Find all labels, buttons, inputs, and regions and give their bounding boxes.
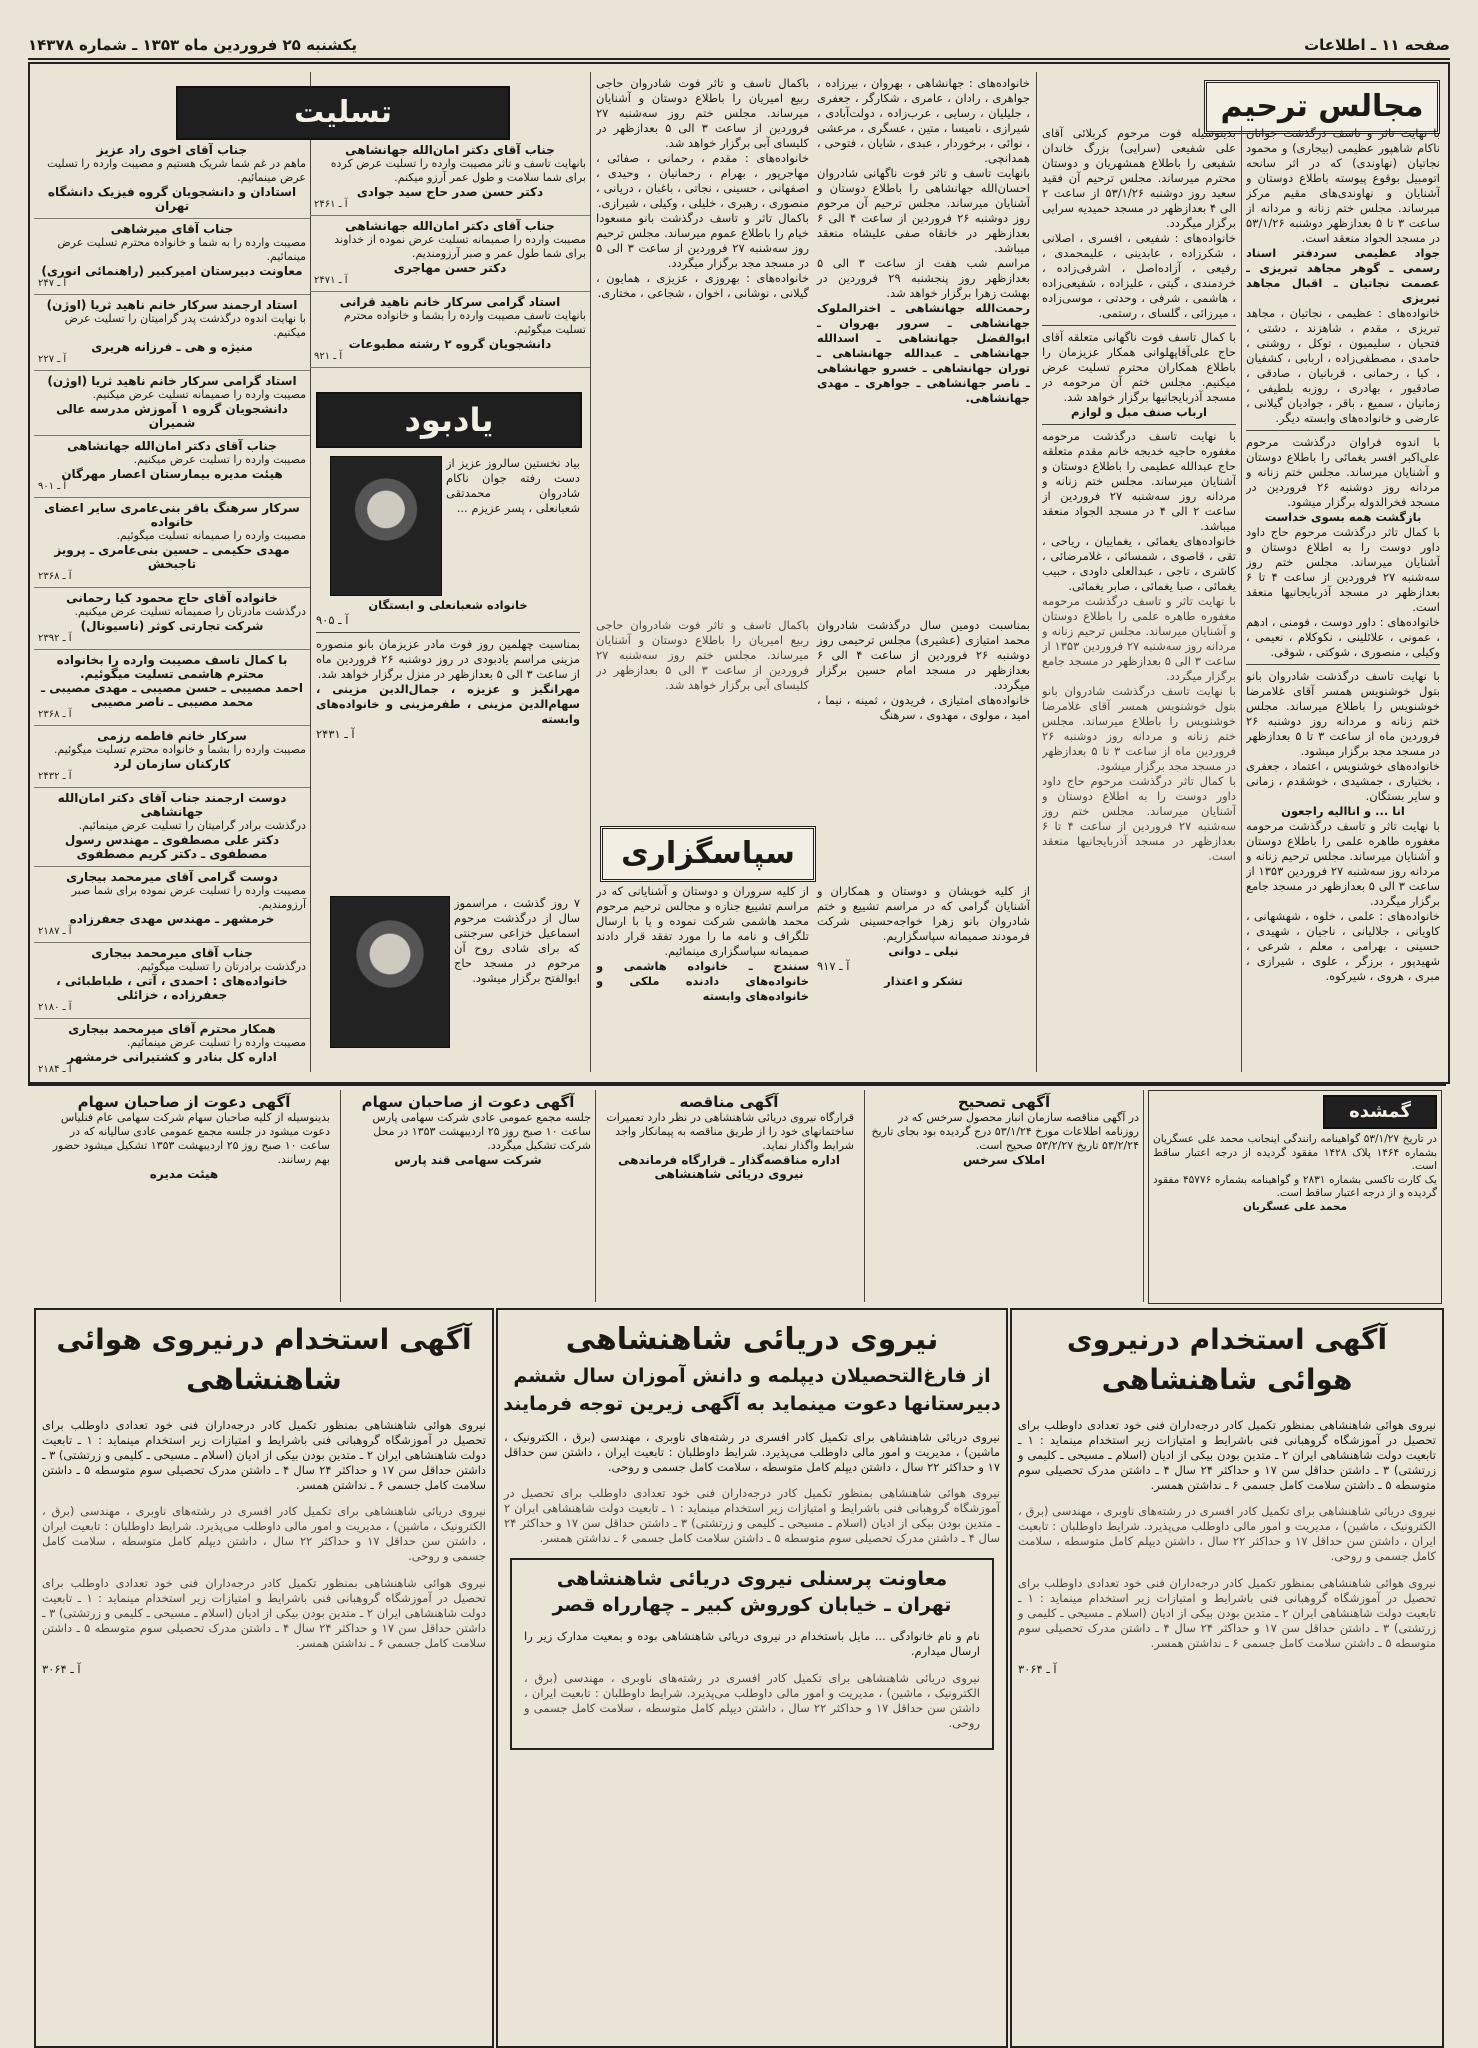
condolence-signer: کارکنان سازمان لرد bbox=[113, 757, 231, 771]
ad-shareholders-1-title: آگهی دعوت از صاحبان سهام bbox=[361, 1093, 575, 1111]
condolence-title: سرکار خانم فاطمه رزمی bbox=[97, 729, 247, 743]
yadbood-notice-1 bbox=[446, 456, 580, 594]
divider bbox=[1246, 664, 1440, 665]
majales-notice-3-signer: ارباب صنف مبل و لوازم bbox=[1070, 405, 1208, 419]
condolence-title: جناب آقای دکتر امان‌الله جهانشاهی bbox=[345, 219, 555, 233]
air-force-ad-left-body: نیروی هوائی شاهنشاهی بمنظور تکمیل کادر درجه‌داران فنی خود تعدادی داوطلب برای تحصیل در آموزشگاه گروهبانی فنی باشرایط و امتیازات زیر استخدام مینماید : ۱ ـ تابعیت دولت شاهنشاهی ایران ۲ ـ متدین بودن بیکی از ادیان (اسلام ـ مسیحی ـ کلیمی و زرتشتی) ۳ ـ داشتن حداقل سن ۱۷ و حداکثر ۲۴ سال ۴ ـ داشتن مدرک تحصیلی سوم متوسطه ۵ ـ داشتن سلامت کامل جسمی ۶ ـ نداشتن همسر. bbox=[42, 1417, 487, 1492]
condolence-signer: مهدی حکیمی ـ حسین بنی‌عامری ـ پرویز تاجبخش bbox=[54, 543, 290, 571]
condolence-title: جناب آقای میرمحمد بیجاری bbox=[91, 946, 253, 960]
sepasgozari-body bbox=[596, 884, 1030, 1072]
column-rule bbox=[1241, 126, 1242, 1072]
majales-notice-6-families: خانواده‌های : داور دوست ، فومنی ، ادهم ، عمونی ، علائلینی ، نکوکلام ، نعیمی ، وکیلی ، منصوری ، شوکتی ، شوقی. bbox=[1246, 615, 1440, 659]
air-force-ad-right-code: آ ـ ۳۰۶۴ bbox=[1018, 1662, 1057, 1676]
air-force-ad-right-title: آگهی استخدام درنیروی هوائی شاهنشاهی bbox=[1066, 1323, 1388, 1396]
navy-ad-sub1: از فارغ‌التحصیلان دیپلمه و دانش آموزان سال ششم bbox=[513, 1365, 991, 1387]
condolence-code: آ ـ ۲۴۷۱ bbox=[314, 275, 348, 286]
condolence-notice bbox=[310, 140, 590, 216]
majales-col-b bbox=[1042, 126, 1236, 1072]
condolence-title: جناب آقای میرشاهی bbox=[110, 222, 234, 236]
air-force-ad-right-body-cont: نیروی دریائی شاهنشاهی برای تکمیل کادر افسری در رشته‌های ناوبری ، مهندسی (برق ، الکترونیک ، ماشین) ، مدیریت و امور مالی داوطلب می‌پذیرد. شرایط داوطلبان : تابعیت ایران ، داشتن سن حداقل ۱۷ و حداکثر ۲۲ سال ، داشتن دیپلم کامل متوسطه ، سلامت کامل جسمی و روحی. bbox=[1018, 1504, 1436, 1563]
ad-shareholders-2 bbox=[34, 1090, 334, 1302]
condolence-body: مصیبت وارده را صمیمانه تسلیت عرض میکنیم. bbox=[92, 388, 306, 401]
condolence-title: جناب آقای اخوی راد عزیز bbox=[96, 143, 248, 157]
condolence-signer: دکتر علی مصطفوی ـ مهندس رسول مصطفوی ـ دکتر کریم مصطفوی bbox=[64, 833, 280, 861]
yadbood-notice-1-text: بیاد نخستین سالروز عزیز از دست رفته جوان ناکام شادروان محمدتقی شعبانعلی ، پسر عزیزم ... bbox=[446, 456, 580, 515]
center-notice-4: بمناسبت دومین سال درگذشت شادروان محمد امتیازی (عشیری) مجلس ترحیمی روز دوشنبه ۲۶ فروردین از ساعت ۴ الی ۶ بعدازظهر در مسجد امام حسین برگزار میگردد. bbox=[817, 618, 1030, 692]
condolence-signer: معاونت دبیرستان امیرکبیر (راهنمائی انوری) bbox=[41, 264, 303, 278]
yadbood-notice-2: بمناسبت چهلمین روز فوت مادر عزیزمان بانو منصوره مزینی مراسم یادبودی در روز دوشنبه ۲۶ فروردین ماه از ساعت ۳ الی ۵ بعدازظهر در منزل برگزار خواهد شد. bbox=[316, 637, 580, 681]
masthead bbox=[28, 32, 1450, 60]
condolence-title: جناب آقای دکتر امان‌الله جهانشاهی bbox=[67, 439, 277, 453]
condolence-signer: خرمشهر ـ مهندس مهدی جعفرزاده bbox=[69, 912, 275, 926]
condolence-signer: دکتر حسن صدر حاج سید جوادی bbox=[356, 185, 544, 199]
condolence-notice bbox=[34, 436, 310, 498]
condolence-body: مصیبت وارده را صمیمانه تسلیت میگوئیم. bbox=[116, 529, 306, 542]
condolence-code: آ ـ ۹۰۱ bbox=[38, 481, 67, 492]
ad-tender-signer: اداره مناقصه‌گذار ـ قرارگاه فرماندهی نیروی دریائی شاهنشاهی bbox=[618, 1153, 840, 1181]
center-col-b bbox=[596, 76, 809, 406]
yadbood-column-body bbox=[316, 598, 580, 898]
condolence-body: درگذشت برادرتان را تسلیت میگوئیم. bbox=[136, 960, 306, 973]
gomshodeh-header: گمشده bbox=[1323, 1095, 1437, 1129]
condolence-code: آ ـ ۲۴۶۱ bbox=[314, 199, 348, 210]
navy-ad-form-cont: نیروی دریائی شاهنشاهی برای تکمیل کادر افسری در رشته‌های ناوبری ، مهندسی (برق ، الکترونیک ، ماشین) ، مدیریت و امور مالی داوطلب می‌پذیرد. شرایط داوطلبان : تابعیت ایران ، داشتن سن حداقل ۱۷ و حداکثر ۲۲ سال ، داشتن دیپلم کامل متوسطه ، سلامت کامل جسمی و روحی. bbox=[524, 1670, 980, 1730]
center-notice-1b: مراسم شب هفت از ساعت ۳ الی ۵ بعدازظهر روز پنجشنبه ۲۹ فروردین در بهشت زهرا برگزار خواهد شد. bbox=[817, 256, 1030, 300]
majales-notice-2-families: خانواده‌های : شفیعی ، افسری ، اصلانی ، شکرزاده ، عابدینی ، علیمحمدی ، رفیعی ، آزاده‌اصل ، اشرفی‌زاده ، خردمندی ، گیتی ، علیزاده ، شفیعی‌زاده ، هاشمی ، شرفی ، وحدتی ، موسی‌زاده ، میرزائی ، گلسای ، رستمی. bbox=[1042, 231, 1236, 320]
condolence-signer: دانشجویان گروه ۲ رشته مطبوعات bbox=[348, 337, 552, 351]
condolence-signer: هیئت مدیره بیمارستان اعصار مهرگان bbox=[61, 467, 283, 481]
center-notice-cont: باکمال تاسف و تاثر فوت شادروان حاجی ربیع امیریان را باطلاع دوستان و آشنایان میرساند. مجلس ختم روز سه‌شنبه ۲۷ فروردین از ساعت ۳ الی ۵ بعدازظهر در کلیسای آبی برگزار خواهد شد. bbox=[596, 618, 809, 692]
navy-ad-body-cont: نیروی هوائی شاهنشاهی بمنظور تکمیل کادر درجه‌داران فنی خود تعدادی داوطلب برای تحصیل در آموزشگاه گروهبانی فنی باشرایط و امتیازات زیر استخدام مینماید : ۱ ـ تابعیت دولت شاهنشاهی ایران ۲ ـ متدین بودن بیکی از ادیان (اسلام ـ مسیحی ـ کلیمی و زرتشتی) ۳ ـ داشتن حداقل سن ۱۷ و حداکثر ۲۴ سال ۴ ـ داشتن مدرک تحصیلی سوم متوسطه ۵ ـ داشتن سلامت کامل جسمی ۶ ـ نداشتن همسر. bbox=[504, 1486, 1000, 1545]
condolence-code: آ ـ ۲۱۸۷ bbox=[38, 926, 72, 937]
condolence-code: آ ـ ۲۳۹۲ bbox=[38, 633, 72, 644]
center-notice-2: باکمال تاسف و تاثر فوت شادروان حاجی ربیع امیریان را باطلاع دوستان و آشنایان میرساند. مجلس ختم روز سه‌شنبه ۲۷ فروردین از ساعت ۳ الی ۵ بعدازظهر در کلیسای آبی برگزار خواهد شد. bbox=[596, 76, 809, 150]
majales-notice-4-cont: با نهایت تاثر و تاسف درگذشت مرحومه مغفوره طاهره علمی را باطلاع دوستان و آشنایان میرساند. مجلس ترحیم زنانه و مردانه روز سه‌شنبه ۲۷ فروردین ۱۳۵۳ از ساعت ۳ الی ۵ بعدازظهر در مسجد جامع برگزار میگردد. bbox=[1042, 594, 1236, 683]
ad-correction-title: آگهی تصحیح bbox=[957, 1093, 1051, 1111]
majales-notice-4: با نهایت تاسف درگذشت مرحومه مغفوره حاجیه خدیجه خانم مقدم متعلقه حاج عبدالله عطیمی را باطلاع دوستان و آشنایان میرساند. مجلس ختم زنانه و مردانه روز سه‌شنبه ۲۷ فروردین از ساعت ۲ الی ۴ در مسجد الجواد منعقد میباشد. bbox=[1042, 429, 1236, 533]
condolence-body: بانهایت تاسف و تاثر مصیبت وارده را تسلیت عرض کرده برای شما سلامت و طول عمر آرزو میکنم. bbox=[330, 157, 586, 184]
condolence-notice bbox=[34, 588, 310, 650]
majales-notice-6-cont: با کمال تاثر درگذشت مرحوم حاج داود داور دوست را به اطلاع دوستان و آشنایان میرساند. مجلس ختم روز سه‌شنبه ۲۷ فروردین از ساعت ۴ تا ۶ بعدازظهر در مسجد آذربایجانیها منعقد است. bbox=[1042, 774, 1236, 863]
condolence-signer: استادان و دانشجویان گروه فیزیک دانشگاه تهران bbox=[47, 185, 297, 213]
air-force-ad-left-title: آگهی استخدام درنیروی هوائی شاهنشاهی bbox=[56, 1323, 472, 1396]
condolence-notice bbox=[34, 295, 310, 371]
ad-shareholders-2-signer: هیئت مدیره bbox=[149, 1167, 219, 1181]
condolence-body: ماهم در غم شما شریک هستیم و مصیبت وارده را تسلیت عرض مینمائیم. bbox=[47, 157, 306, 184]
condolence-code: آ ـ ۲۳۶۸ bbox=[38, 571, 72, 582]
sepas-notice-2-signer: سنندج ـ خانواده هاشمی و خانواده‌های دادنده ملکی و خانواده‌های وابسته bbox=[596, 959, 809, 1003]
majales-notice-3: با کمال تاسف فوت ناگهانی متعلقه آقای حاج علی‌آقاپهلوانی همکار عزیزمان را باطلاع همکاران محترم تسلیت عرض میکنیم. مجلس ختم آن مرحومه در مسجد آذربایجانیها برگزار خواهد شد. bbox=[1042, 330, 1236, 404]
air-force-ad-right-body: نیروی هوائی شاهنشاهی بمنظور تکمیل کادر درجه‌داران فنی خود تعدادی داوطلب برای تحصیل در آموزشگاه گروهبانی فنی باشرایط و امتیازات زیر استخدام مینماید : ۱ ـ تابعیت دولت شاهنشاهی ایران ۲ ـ متدین بودن بیکی از ادیان (اسلام ـ مسیحی ـ کلیمی و زرتشتی) ۳ ـ داشتن حداقل سن ۱۷ و حداکثر ۲۴ سال ۴ ـ داشتن مدرک تحصیلی سوم متوسطه ۵ ـ داشتن سلامت کامل جسمی ۶ ـ نداشتن همسر. bbox=[1018, 1417, 1437, 1492]
condolence-notice bbox=[34, 371, 310, 436]
majales-notice-4-families: خانواده‌های یغمائی ، یغماییان ، ریاحی ، تقی ، قاصوی ، شمسائی ، غلامرضائی ، کاشری ، تاجی ، عبدالعلی داودی ، حبیب یغمائی ، صبا یغمائی ، صابر یغمائی. bbox=[1042, 534, 1236, 593]
condolence-notice bbox=[34, 498, 310, 588]
condolence-code: آ ـ ۹۲۱ bbox=[314, 351, 343, 362]
condolence-signer: احمد مصیبی ـ حسن مصیبی ـ مهدی مصیبی ـ محمد مصیبی ـ ناصر مصیبی bbox=[41, 681, 303, 709]
condolence-body: بانهایت تاسف مصیبت وارده را بشما و خانواده محترم تسلیت میگوئیم. bbox=[343, 309, 586, 336]
ad-shareholders-2-body: بدینوسیله از کلیه صاحبان سهام شرکت سهامی عام فنلیاس دعوت میشود در جلسه مجمع عمومی عادی سالیانه که در ساعت ۱۰ صبح روز ۲۵ اردیبهشت ۱۳۵۳ تشکیل میشود حضور بهم رسانند. bbox=[52, 1111, 330, 1166]
condolence-body: مصیبت وارده را تسلیت عرض مینمائیم. bbox=[126, 1036, 306, 1049]
gomshodeh-signer: محمد علی عسگریان bbox=[1243, 1200, 1347, 1213]
tasliyat-header: تسلیت bbox=[176, 86, 510, 140]
sepas-notice-2-title: تشکر و اعتذار bbox=[884, 974, 963, 988]
center-col-a bbox=[817, 76, 1030, 406]
condolence-title: استاد ارجمند سرکار خانم ناهید ثریا (اوژن) bbox=[46, 298, 298, 312]
condolence-notice bbox=[34, 943, 310, 1019]
navy-ad-sub2: دبیرستانها دعوت مینماید به آگهی زیرین توجه فرمایند bbox=[503, 1393, 1001, 1415]
ad-shareholders-1-body: جلسه مجمع عمومی عادی شرکت سهامی پارس ساعت ۱۰ صبح روز ۲۵ اردیبهشت ۱۳۵۳ در محل شرکت تشکیل میگردد. bbox=[372, 1111, 591, 1152]
yadbood-notice-3-foot bbox=[316, 1000, 580, 1074]
ad-tender bbox=[600, 1090, 858, 1302]
condolence-body: مصیبت وارده را تسلیت عرض نموده برای شما صبر آرزومندیم. bbox=[71, 884, 306, 911]
air-force-ad-left-body-cont2: نیروی هوائی شاهنشاهی بمنظور تکمیل کادر درجه‌داران فنی خود تعدادی داوطلب برای تحصیل در آموزشگاه گروهبانی فنی باشرایط و امتیازات زیر استخدام مینماید : ۱ ـ تابعیت دولت شاهنشاهی ایران ۲ ـ متدین بودن بیکی از ادیان (اسلام ـ مسیحی ـ کلیمی و زرتشتی) ۳ ـ داشتن حداقل سن ۱۷ و حداکثر ۲۴ سال ۴ ـ داشتن مدرک تحصیلی سوم متوسطه ۵ ـ داشتن سلامت کامل جسمی ۶ ـ نداشتن همسر. bbox=[42, 1575, 487, 1650]
condolence-notice bbox=[34, 867, 310, 943]
condolence-signer: اداره کل بنادر و کشتیرانی خرمشهر bbox=[67, 1050, 277, 1064]
navy-ad-form: نام و نام خانوادگی ... مایل باستخدام در نیروی دریائی شاهنشاهی بوده و بمعیت مدارک زیر را ارسال میدارم. bbox=[524, 1629, 980, 1658]
air-force-ad-right bbox=[1010, 1308, 1444, 2048]
air-force-ad-left-code: آ ـ ۳۰۶۴ bbox=[42, 1662, 81, 1676]
center-notice-3: باکمال تاثر و تاسف درگذشت بانو مسعودا خیام را باطلاع عموم میرساند. مجلس ترحیم روز سه‌شنبه ۲۷ فروردین از ساعت ۳ الی ۵ در مسجد مجد برگزار میگردد. bbox=[596, 211, 809, 270]
center-notice-2-families: خانواده‌های : مقدم ، رحمانی ، صفائی ، مهاجرپور ، بهرام ، رحمانیان ، وحیدی ، اصفهانی ، حسینی ، نجاتی ، باغبان ، دریانی ، منصوری ، رهبری ، خلیلی ، وکیلی ، شیرازی. bbox=[596, 151, 809, 210]
center-notice-3-families: خانواده‌های : بهروزی ، عزیزی ، همایون ، گیلانی ، نوشانی ، اخوان ، شجاعی ، مختاری. bbox=[596, 271, 809, 300]
majales-notice-8-families: خانواده‌های : علمی ، خلوه ، شهشهانی ، کاویانی ، جلالیانی ، ناجیان ، شهیدی ، حسینی ، بهرامی ، معلم ، شرعی ، شهیدپور ، برزگر ، علوی ، شیرازی ، مبری ، هروی ، شیرکوه. bbox=[1246, 909, 1440, 983]
navy-ad-coupon bbox=[510, 1558, 994, 1751]
sepas-notice-1: از کلیه خویشان و دوستان و همکاران و آشنایان گرامی که در مراسم تشییع و ختم شادروان بانو زهرا خواجه‌حسینی شرکت فرمودند صمیمانه سپاسگزاریم. bbox=[817, 884, 1030, 943]
condolence-body: درگذشت برادر گرامیتان را تسلیت عرض مینمائیم. bbox=[78, 819, 306, 832]
condolence-signer: خانواده‌های : احمدی ، آتی ، طباطبائی ، جعفرزاده ، خزائلی bbox=[56, 974, 288, 1002]
majales-notice-6-title: بازگشت همه بسوی خداست bbox=[1264, 510, 1422, 524]
ad-tender-title: آگهی مناقصه bbox=[679, 1093, 779, 1111]
yadbood-notice-1-code: آ ـ ۹۰۵ bbox=[316, 613, 349, 627]
condolence-body: درگذشت مادرتان را صمیمانه تسلیت عرض میکنیم. bbox=[74, 605, 306, 618]
majales-col-a bbox=[1246, 126, 1440, 1072]
condolence-signer: شرکت تجارتی کوثر (ناسیونال) bbox=[80, 619, 264, 633]
majales-notice-7-cont: با نهایت تاسف درگذشت شادروان بانو بتول خوشنویس همسر آقای غلامرضا خوشنویس را باطلاع میرساند. مجلس ختم زنانه و مردانه روز دوشنبه ۲۶ فروردین ماه از ساعت ۳ تا ۵ بعدازظهر در مسجد مجد برگزار میشود. bbox=[1042, 684, 1236, 773]
condolence-notice bbox=[310, 216, 590, 292]
condolence-body: مصیبت وارده را صمیمانه تسلیت عرض نموده از خداوند برای شما طول عمر و صبر آرزومندیم. bbox=[334, 233, 586, 260]
ad-correction bbox=[864, 1090, 1144, 1302]
center-notice-1: بانهایت تاسف و تاثر فوت ناگهانی شادروان احسان‌الله جهانشاهی را باطلاع دوستان و آشنایان میرساند. مجلس ترحیم آن مرحوم روز دوشنبه ۲۶ فروردین از ساعت ۴ الی ۶ بعدازظهر در خانقاه صفی علیشاه منعقد میباشد. bbox=[817, 166, 1030, 255]
majales-notice-7: با نهایت تاسف درگذشت شادروان بانو بتول خوشنویس همسر آقای غلامرضا خوشنویس را باطلاع میرساند. مجلس ختم زنانه و مردانه روز دوشنبه ۲۶ فروردین ماه از ساعت ۳ تا ۵ بعدازظهر در مسجد مجد برگزار میشود. bbox=[1246, 669, 1440, 758]
condolence-body: مصیبت وارده را تسلیت عرض میکنیم. bbox=[133, 453, 306, 466]
condolence-body: مصیبت وارده را بشما و خانواده محترم تسلیت میگوئیم. bbox=[53, 743, 306, 756]
sepas-notice-1-code: آ ـ ۹۱۷ bbox=[817, 959, 850, 973]
condolence-notice bbox=[34, 219, 310, 295]
yadbood-notice-2-signers: مهرانگیز و عزیزه ، جمال‌الدین مزینی ، سهام‌الدین مزینی ، طفرمزینی و خانواده‌های وابسته bbox=[316, 682, 580, 726]
condolence-code: آ ـ ۲۴۳۲ bbox=[38, 771, 72, 782]
center-notice-4-families: خانواده‌های امتیازی ، فریدون ، ثمینه ، نیما ، امید ، مولوی ، مهدوی ، سرهنگ bbox=[817, 693, 1030, 722]
air-force-ad-right-body-cont2: نیروی هوائی شاهنشاهی بمنظور تکمیل کادر درجه‌داران فنی خود تعدادی داوطلب برای تحصیل در آموزشگاه گروهبانی فنی باشرایط و امتیازات زیر استخدام مینماید : ۱ ـ تابعیت دولت شاهنشاهی ایران ۲ ـ متدین بودن بیکی از ادیان (اسلام ـ مسیحی ـ کلیمی و زرتشتی) ۳ ـ داشتن حداقل سن ۱۷ و حداکثر ۲۴ سال ۴ ـ داشتن مدرک تحصیلی سوم متوسطه ۵ ـ داشتن سلامت کامل جسمی ۶ ـ نداشتن همسر. bbox=[1018, 1575, 1437, 1650]
condolence-title: همکار محترم آقای میرمحمد بیجاری bbox=[68, 1022, 276, 1036]
sepas-col-b bbox=[596, 884, 809, 1004]
condolence-signer: دانشجویان گروه ۱ آموزش مدرسه عالی شمیران bbox=[56, 402, 288, 430]
center-col-d bbox=[596, 618, 809, 723]
condolence-code: آ ـ ۲۲۷ bbox=[38, 354, 67, 365]
ad-tender-body: قرارگاه نیروی دریائی شاهنشاهی در نظر دارد تعمیرات ساختمانهای خود را از طریق مناقصه به پیمانکار واجد شرایط واگذار نماید. bbox=[606, 1111, 854, 1152]
center-notices bbox=[596, 76, 1030, 616]
divider bbox=[316, 632, 580, 633]
condolence-signer: دکتر حسن مهاجری bbox=[393, 261, 507, 275]
majales-notice-2: بدینوسیله فوت مرحوم کربلائی آقای علی شفیعی (سرایی) بزرگ خاندان شفیعی را باطلاع همشهریان و دوستان محترم میرساند. مجلس ترحیم آن فقید سعید روز دوشنبه ۵۳/۱/۲۶ از ساعت ۲ الی ۴ بعدازظهر در مسجد حمیدیه سرایی برگزار میگردد. bbox=[1042, 126, 1236, 230]
condolence-code: آ ـ ۲۳۶۸ bbox=[38, 709, 72, 720]
condolence-title: دوست گرامی آقای میرمحمد بیجاری bbox=[66, 870, 278, 884]
majales-notice-1-signers: جواد عظیمی سردفتر اسناد رسمی ـ گوهر مجاهد تبریزی ـ عصمت نجاتیان ـ اقبال مجاهد تبریزی bbox=[1246, 246, 1440, 305]
sepas-notice-1-signer: نیلی ـ دوانی bbox=[888, 944, 959, 958]
yadbood-notice-1-signer: خانواده شعبانعلی و ابستگان bbox=[368, 598, 528, 612]
majales-notice-8: با نهایت تاثر و تاسف درگذشت مرحومه مغفوره طاهره علمی را باطلاع دوستان و آشنایان میرساند. مجلس ترحیم زنانه و مردانه روز سه‌شنبه ۲۷ فروردین ۱۳۵۳ از ساعت ۳ الی ۵ بعدازظهر در مسجد جامع برگزار میگردد. bbox=[1246, 819, 1440, 908]
majales-header: مجالس ترحیم bbox=[1204, 80, 1440, 134]
yadbood-notice-2-code: آ ـ ۲۴۳۱ bbox=[316, 727, 355, 741]
issue-date: یکشنبه ۲۵ فروردین ماه ۱۳۵۳ ـ شماره ۱۴۳۷۸ bbox=[28, 36, 358, 54]
condolence-notice bbox=[34, 650, 310, 726]
majales-notice-7-families: خانواده‌های خوشنویس ، اعتماد ، جعفری ، بختیاری ، جمشیدی ، خوشقدم ، زمانی و سایر بستگان. bbox=[1246, 759, 1440, 803]
condolence-title: با کمال تاسف مصیبت وارده را بخانواده محترم هاشمی تسلیت میگوئیم. bbox=[56, 653, 288, 681]
condolence-code: آ ـ ۲۱۸۰ bbox=[38, 1002, 72, 1013]
ad-correction-body: در آگهی مناقصه سازمان انبار محصول سرخس که در روزنامه اطلاعات مورخ ۵۳/۱/۲۴ درج گردیده بود بجای تاریخ ۵۳/۲/۲۴ تاریخ ۵۳/۲/۲۷ صحیح است. bbox=[871, 1111, 1139, 1152]
yadbood-header: یادبود bbox=[316, 392, 582, 448]
center-notice-1-signers: رحمت‌الله جهانشاهی ـ اختر‌الملوک جهانشاهی ـ سرور بهروان ـ ابوالفضل جهانشاهی ـ اسدالله جهانشاهی ـ عبدالله جهانشاهی ـ توران جهانشاهی ـ خسرو جهانشاهی ـ ناصر جهانشاهی ـ جواهری ـ مهدی جهانشاهی. bbox=[817, 301, 1030, 405]
condolence-code: آ ـ ۲۴۷ bbox=[38, 278, 67, 289]
center-notice-4-wrap bbox=[596, 618, 1030, 826]
condolence-notice bbox=[34, 726, 310, 788]
navy-ad-body: نیروی دریائی شاهنشاهی برای تکمیل کادر افسری در رشته‌های ناوبری ، مهندسی (برق ، الکترونیک ، ماشین) ، مدیریت و امور مالی داوطلب می‌پذیرد. شرایط داوطلبان : تابعیت ایران ، داشتن سن حداقل ۱۷ و حداکثر ۲۲ سال ، داشتن دیپلم کامل متوسطه ، سلامت کامل جسمی و روحی. bbox=[504, 1429, 1000, 1474]
condolence-title: استاد گرامی سرکار خانم ناهید ثریا (اوژن) bbox=[47, 374, 297, 388]
air-force-ad-left bbox=[34, 1308, 494, 2048]
section-divider bbox=[28, 1084, 1446, 1086]
navy-ad-box-sub: تهران ـ خیابان کوروش کبیر ـ چهارراه قصر bbox=[552, 1593, 952, 1616]
sepasgozari-header: سپاسگزاری bbox=[600, 826, 816, 882]
sepas-notice-2: از کلیه سروران و دوستان و آشنایانی که در مراسم تشییع جنازه و مجالس ترحیم مرحوم محمد هاشمی شرکت نموده و یا با ارسال تلگراف و نامه ما را مورد تفقد قرار دادند صمیمانه سپاسگزاری مینمائیم. bbox=[596, 884, 809, 958]
condolence-notice bbox=[34, 140, 310, 219]
condolence-title: جناب آقای دکتر امان‌الله جهانشاهی bbox=[345, 143, 555, 157]
navy-ad-box-title: معاونت پرسنلی نیروی دریائی شاهنشاهی bbox=[556, 1567, 948, 1590]
page-number: صفحه ۱۱ ـ اطلاعات bbox=[1304, 36, 1450, 54]
gomshodeh-box bbox=[1148, 1090, 1442, 1304]
gomshodeh-notice-2: یک کارت تاکسی بشماره ۲۸۳۱ و گواهینامه بشماره ۴۵۷۷۶ مفقود گردیده و از درجه اعتبار ساقط است. bbox=[1153, 1173, 1437, 1199]
ad-shareholders-1-signer: شرکت سهامی قند پارس bbox=[394, 1153, 542, 1167]
center-col-c bbox=[817, 618, 1030, 723]
majales-notice-1-families: خانواده‌های : عظیمی ، نجاتیان ، مجاهد تبریزی ، مقدم ، شاهزند ، دشتی ، فتحیان ، سلیمیون ، توکل ، روشنی ، حامدی ، مصطفی‌زاده ، اربابی ، کشفیان ، کیا ، رحمانی ، قربانیان ، صادقی ، صادقیور ، بهادری ، روزبه بلطیفی ، زمانیان ، سمیع ، باقر ، جوادیان گیلانی ، عارضی و خانواده‌های وابسته دیگر. bbox=[1246, 306, 1440, 425]
column-rule bbox=[590, 72, 591, 1072]
condolence-body: مصیبت وارده را به شما و خانواده محترم تسلیت عرض مینمائیم. bbox=[57, 236, 306, 263]
condolence-body: با نهایت اندوه درگذشت پدر گرامیتان را تسلیت عرض میکنیم. bbox=[64, 312, 306, 339]
sepas-col-a bbox=[817, 884, 1030, 1004]
tasliyat-col-right bbox=[310, 140, 590, 390]
divider bbox=[1042, 325, 1236, 326]
condolence-title: دوست ارجمند جناب آقای دکتر امان‌الله جهانشاهی bbox=[57, 791, 287, 819]
air-force-ad-left-body-cont: نیروی دریائی شاهنشاهی برای تکمیل کادر افسری در رشته‌های ناوبری ، مهندسی (برق ، الکترونیک ، ماشین) ، مدیریت و امور مالی داوطلب می‌پذیرد. شرایط داوطلبان : تابعیت ایران ، داشتن سن حداقل ۱۷ و حداکثر ۲۲ سال ، داشتن دیپلم کامل متوسطه ، سلامت کامل جسمی و روحی. bbox=[42, 1504, 487, 1563]
yadbood-notice-3-text: ۷ روز گذشت ، مراسموز سال از درگذشت مرحوم اسماعیل خزاعی سرجنتی که برای شادی روح آن مرحوم در مسجد حاج ابوالفتح برگزار میشود. bbox=[454, 896, 580, 985]
condolence-title: خانواده آقای حاج محمود کیا رحمانی bbox=[66, 591, 278, 605]
ad-shareholders-1 bbox=[340, 1090, 596, 1302]
ad-shareholders-2-title: آگهی دعوت از صاحبان سهام bbox=[77, 1093, 291, 1111]
gomshodeh-notice-1: در تاریخ ۵۳/۱/۲۷ گواهینامه رانندگی اینجانب محمد علی عسگریان بشماره ۱۴۶۴ پلاک ۱۴۲۸ مفقود گردیده از درجه اعتبار ساقط است. bbox=[1153, 1133, 1438, 1172]
condolence-code: آ ـ ۲۱۸۴ bbox=[38, 1064, 72, 1072]
condolence-title: سرکار سرهنگ باقر بنی‌عامری سایر اعضای خانواده bbox=[44, 501, 300, 529]
condolence-notice bbox=[34, 1019, 310, 1072]
divider bbox=[1042, 424, 1236, 425]
divider bbox=[1246, 430, 1440, 431]
majales-notice-8-title: انا ... و اناالیه راجعون bbox=[1281, 804, 1405, 818]
navy-ad-title: نیروی دریائی شاهنشاهی bbox=[565, 1322, 939, 1357]
column-rule bbox=[1036, 72, 1037, 1072]
condolence-notice bbox=[310, 292, 590, 368]
condolence-notice bbox=[34, 788, 310, 867]
condolence-signer: منیژه و هی ـ فرزانه هریری bbox=[91, 340, 253, 354]
majales-notice-1: با نهایت تاثر و تاسف درگذشت جوانان ناکام شاهپور عظیمی (بیجاری) و محمود نجاتیان (نهاوندی) که در اثر سانحه اتومبیل بوقوع پیوسته باطلاع دوستان و آشنایان و نهاوندی‌های مقیم مرکز میرساند. مجلس ختم زنانه و مردانه از ساعت ۳ تا ۵ بعدازظهر دوشنبه ۵۳/۱/۲۶ در مسجد الجواد منعقد است. bbox=[1246, 126, 1440, 245]
center-families-1: خانواده‌های : جهانشاهی ، بهروان ، بیرزاده ، جواهری ، رادان ، عامری ، شکارگر ، جعفری ، جلیلیان ، رسایی ، عرب‌زاده ، دولت‌آبادی ، شیرازی ، نامیسا ، متین ، عسگری ، مرعشی ، نوائی ، برخوردار ، عبدی ، شایان ، فتوحی ، همدانچی. bbox=[817, 76, 1030, 165]
navy-ad bbox=[496, 1308, 1008, 2048]
majales-notice-6: با کمال تاثر درگذشت مرحوم حاج داود داور دوست را به اطلاع دوستان و آشنایان میرساند. مجلس ختم روز سه‌شنبه ۲۷ فروردین از ساعت ۴ تا ۶ بعدازظهر در مسجد آذربایجانیها منعقد است. bbox=[1246, 525, 1440, 614]
portrait-photo-1 bbox=[330, 456, 442, 596]
ad-correction-signer: املاک سرخس bbox=[963, 1153, 1045, 1167]
tasliyat-col-left bbox=[34, 140, 310, 1072]
majales-notice-5: با اندوه فراوان درگذشت مرحوم علی‌اکبر افسر یغمائی را باطلاع دوستان و آشنایان میرساند. مجلس ختم زنانه و مردانه روز دوشنبه ۲۶ فروردین در مسجد فخرالدوله برگزار میشود. bbox=[1246, 435, 1440, 509]
condolence-title: استاد گرامی سرکار خانم ناهید قرانی bbox=[339, 295, 561, 309]
